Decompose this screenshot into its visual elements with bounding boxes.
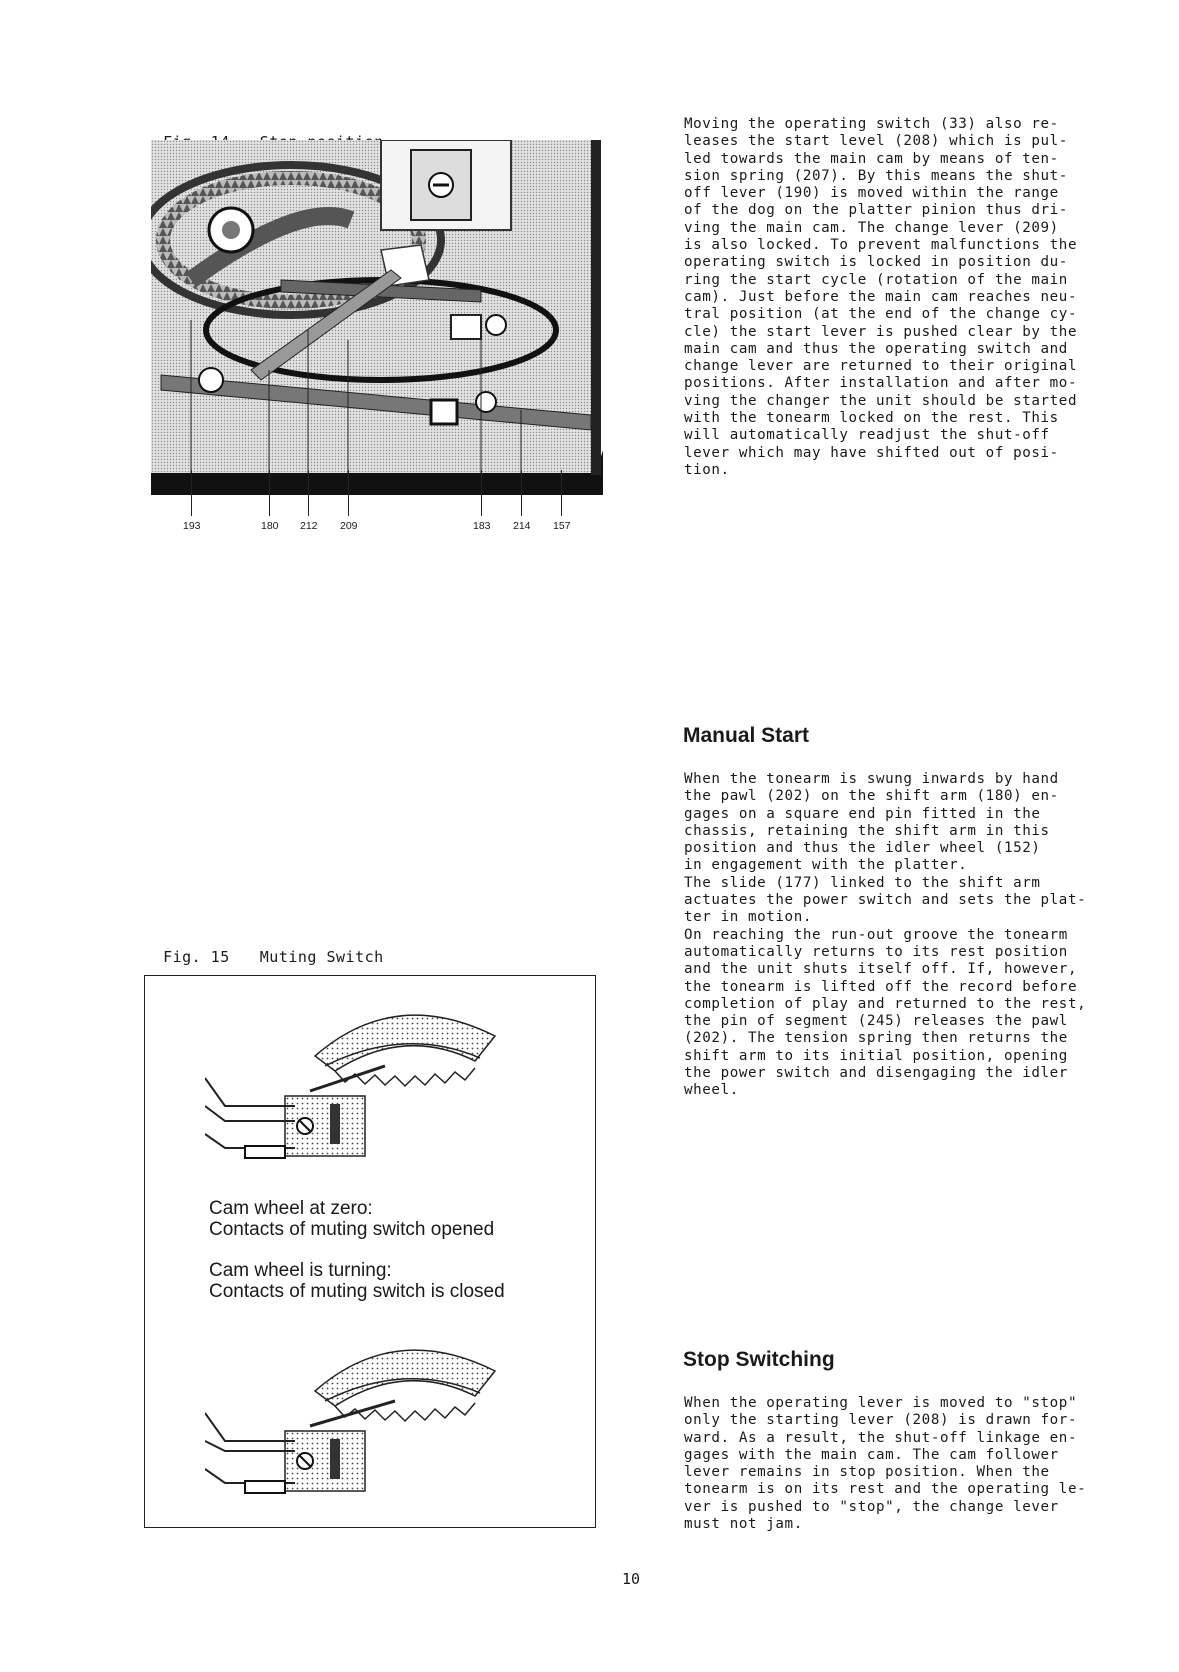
- fig15-muting-switch-figure: [144, 975, 596, 1528]
- text-line: Moving the operating switch (33) also re-: [684, 116, 1059, 132]
- callout-line-180: [269, 470, 270, 516]
- page-number: 10: [622, 1570, 641, 1588]
- text-line: led towards the main cam by means of ten-: [684, 150, 1059, 167]
- text-line: actuates the power switch and sets the plat-: [684, 892, 1087, 909]
- text-line: tral position (at the end of the change cy-: [684, 306, 1078, 323]
- text-line: sion spring (207). By this means the shut-: [684, 167, 1068, 184]
- fig14-stop-position-illustration: [151, 140, 608, 495]
- callout-label: 180: [261, 520, 279, 532]
- text-line: ter in motion.: [684, 909, 812, 926]
- callout-label: 183: [473, 520, 491, 532]
- text-line: gages on a square end pin fitted in the: [684, 805, 1041, 822]
- caption-line: Contacts of muting switch opened: [209, 1219, 495, 1240]
- text-line: The slide (177) linked to the shift arm: [684, 874, 1041, 891]
- callout-line-183: [481, 470, 482, 516]
- callout-label: 157: [553, 520, 571, 532]
- callout-label: 214: [513, 520, 531, 532]
- callout-line-193: [191, 470, 192, 516]
- text-line: When the operating lever is moved to "stop": [684, 1395, 1078, 1411]
- callout-line-157: [561, 470, 562, 516]
- text-line: tonearm is on its rest and the operating le-: [684, 1481, 1087, 1498]
- fig15-caption: [144, 930, 384, 966]
- text-line: (202). The tension spring then returns the: [684, 1030, 1068, 1047]
- text-line: off lever (190) is moved within the range: [684, 185, 1059, 202]
- fig15-number: Fig. 15: [163, 948, 230, 966]
- callout-line-214: [521, 470, 522, 516]
- muting-switch-open-illustration: [205, 986, 525, 1176]
- text-line: change lever are returned to their original: [684, 358, 1078, 375]
- caption-line: Contacts of muting switch is closed: [209, 1281, 505, 1302]
- text-line: cle) the start lever is pushed clear by the: [684, 323, 1078, 340]
- text-line: chassis, retaining the shift arm in this: [684, 822, 1050, 839]
- manual-start-heading: Manual Start: [683, 724, 810, 747]
- callout-line-212: [308, 470, 309, 516]
- text-line: wheel.: [684, 1082, 739, 1099]
- text-line: only the starting lever (208) is drawn for-: [684, 1412, 1078, 1429]
- muting-switch-closed-illustration: [205, 1321, 525, 1511]
- text-line: When the tonearm is swung inwards by hand: [684, 771, 1059, 787]
- callout-line-209: [348, 470, 349, 516]
- text-line: ward. As a result, the shut-off linkage en-: [684, 1429, 1078, 1446]
- text-line: automatically returns to its rest position: [684, 943, 1068, 960]
- text-line: tion.: [684, 461, 730, 478]
- text-line: the power switch and disengaging the idler: [684, 1065, 1068, 1082]
- text-line: lever remains in stop position. When the: [684, 1464, 1050, 1481]
- text-line: ving the changer the unit should be started: [684, 392, 1078, 409]
- text-line: with the tonearm locked on the rest. This: [684, 410, 1059, 427]
- text-line: shift arm to its initial position, opening: [684, 1047, 1068, 1064]
- fig15-title: Muting Switch: [259, 948, 384, 966]
- text-line: the tonearm is lifted off the record before: [684, 978, 1078, 995]
- text-line: On reaching the run-out groove the tonearm: [684, 926, 1068, 943]
- text-line: positions. After installation and after mo-: [684, 375, 1078, 392]
- text-line: of the dog on the platter pinion thus dri-: [684, 202, 1068, 219]
- text-line: ver is pushed to "stop", the change lever: [684, 1498, 1059, 1515]
- caption-line: Cam wheel at zero:: [209, 1198, 373, 1219]
- text-line: will automatically readjust the shut-off: [684, 427, 1050, 444]
- caption-line: Cam wheel is turning:: [209, 1260, 392, 1281]
- text-line: gages with the main cam. The cam follower: [684, 1446, 1059, 1463]
- text-line: ring the start cycle (rotation of the main: [684, 271, 1068, 288]
- callout-label: 193: [183, 520, 201, 532]
- text-line: operating switch is locked in position du-: [684, 254, 1068, 271]
- fig15-state-turning-text: [209, 1260, 505, 1302]
- text-line: is also locked. To prevent malfunctions the: [684, 237, 1078, 254]
- text-line: the pawl (202) on the shift arm (180) en-: [684, 788, 1059, 805]
- callout-label: 212: [300, 520, 318, 532]
- text-line: lever which may have shifted out of posi-: [684, 444, 1059, 461]
- text-line: the pin of segment (245) releases the pawl: [684, 1013, 1068, 1030]
- text-line: ving the main cam. The change lever (209): [684, 219, 1059, 236]
- fig15-state-zero-text: [209, 1198, 494, 1240]
- manual-start-paragraph: [684, 771, 1086, 1100]
- stop-switching-paragraph: [684, 1395, 1086, 1533]
- text-line: and the unit shuts itself off. If, however,: [684, 961, 1078, 978]
- intro-paragraph: [684, 116, 1077, 479]
- text-line: in engagement with the platter.: [684, 857, 968, 874]
- text-line: completion of play and returned to the rest,: [684, 995, 1087, 1012]
- text-line: main cam and thus the operating switch and: [684, 340, 1068, 357]
- callout-label: 209: [340, 520, 358, 532]
- stop-switching-heading: Stop Switching: [683, 1348, 835, 1371]
- text-line: must not jam.: [684, 1516, 803, 1533]
- text-line: leases the start level (208) which is pul-: [684, 133, 1068, 150]
- text-line: cam). Just before the main cam reaches neu-: [684, 288, 1078, 305]
- text-line: position and thus the idler wheel (152): [684, 840, 1041, 857]
